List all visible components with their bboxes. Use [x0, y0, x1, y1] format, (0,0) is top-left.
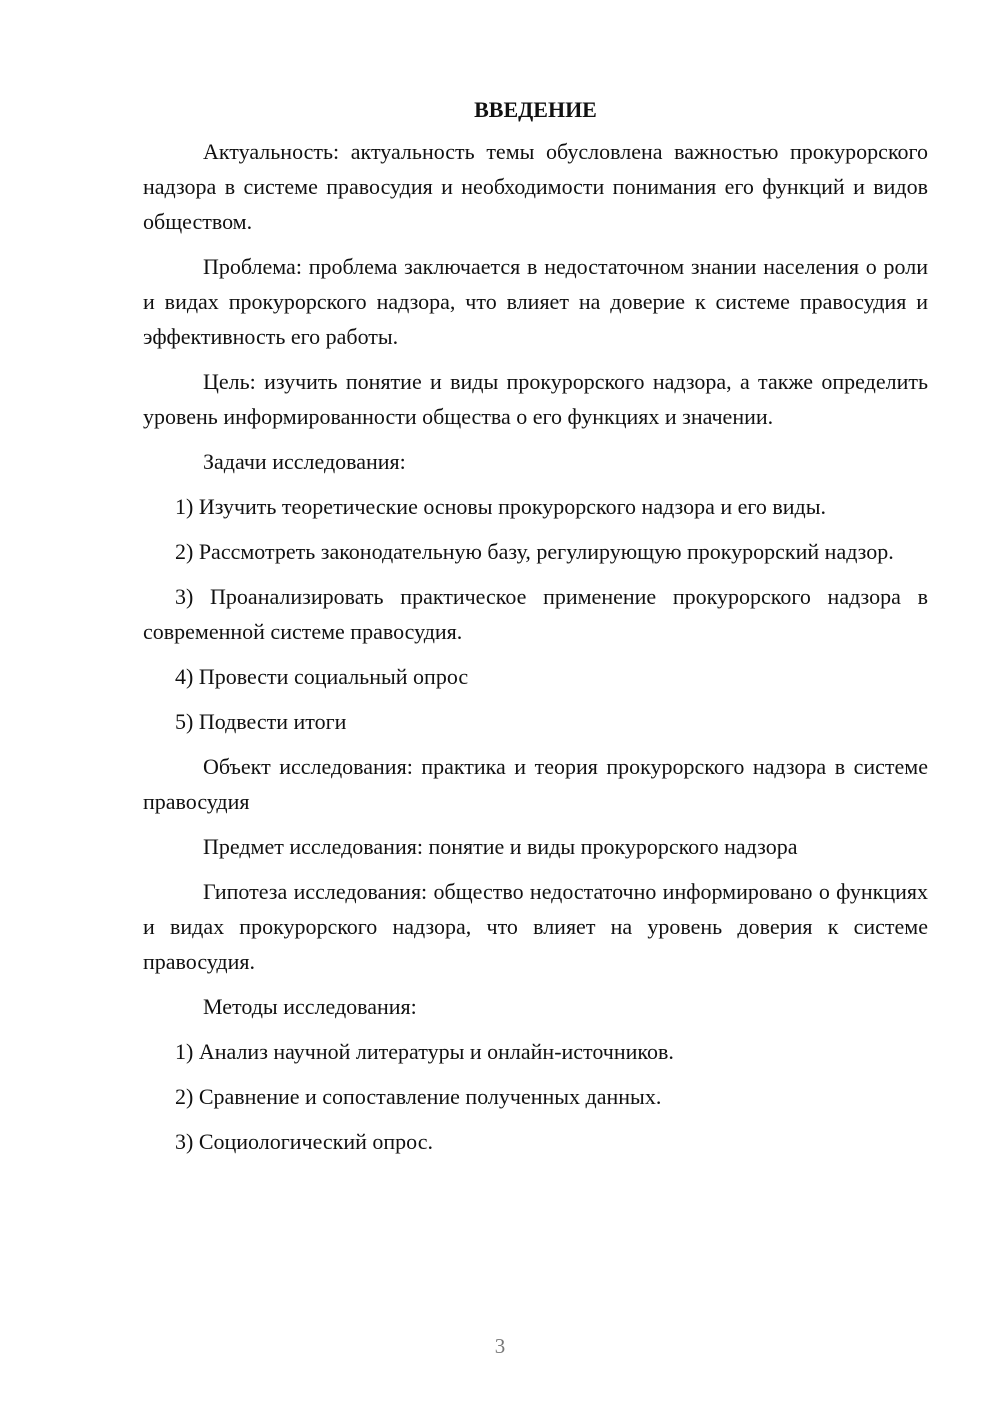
paragraph-hypothesis: Гипотеза исследования: общество недостаточно информировано о функциях и видах прокурорского надзора, что влияет на уровень доверия к системе правосудия. [143, 879, 928, 974]
paragraph-object: Объект исследования: практика и теория прокурорского надзора в системе правосудия [143, 754, 928, 814]
tasks-heading: Задачи исследования: [203, 449, 406, 474]
method-item: 1) Анализ научной литературы и онлайн-источников. [175, 1039, 674, 1064]
methods-heading: Методы исследования: [203, 994, 417, 1019]
paragraph-goal: Цель: изучить понятие и виды прокурорского надзора, а также определить уровень информированности общества о его функциях и значении. [143, 369, 928, 429]
task-item: 2) Рассмотреть законодательную базу, регулирующую прокурорский надзор. [175, 539, 894, 564]
method-item: 2) Сравнение и сопоставление полученных данных. [175, 1084, 662, 1109]
paragraph-problem: Проблема: проблема заключается в недостаточном знании населения о роли и видах прокурорского надзора, что влияет на доверие к системе правосудия и эффективность его работы. [143, 254, 928, 349]
document-page [143, 92, 928, 1169]
task-item: 1) Изучить теоретические основы прокурорского надзора и его виды. [175, 494, 827, 519]
document-title: ВВЕДЕНИЕ [474, 97, 597, 122]
paragraph-subject: Предмет исследования: понятие и виды прокурорского надзора [203, 834, 798, 859]
task-item: 4) Провести социальный опрос [175, 664, 469, 689]
page-number: 3 [494, 1334, 506, 1358]
task-item: 3) Проанализировать практическое применение прокурорского надзора в современной системе правосудия. [143, 584, 928, 644]
method-item: 3) Социологический опрос. [175, 1129, 433, 1154]
paragraph-relevance: Актуальность: актуальность темы обусловлена важностью прокурорского надзора в системе правосудия и необходимости понимания его функций и видов обществом. [143, 139, 928, 234]
task-item: 5) Подвести итоги [175, 709, 347, 734]
